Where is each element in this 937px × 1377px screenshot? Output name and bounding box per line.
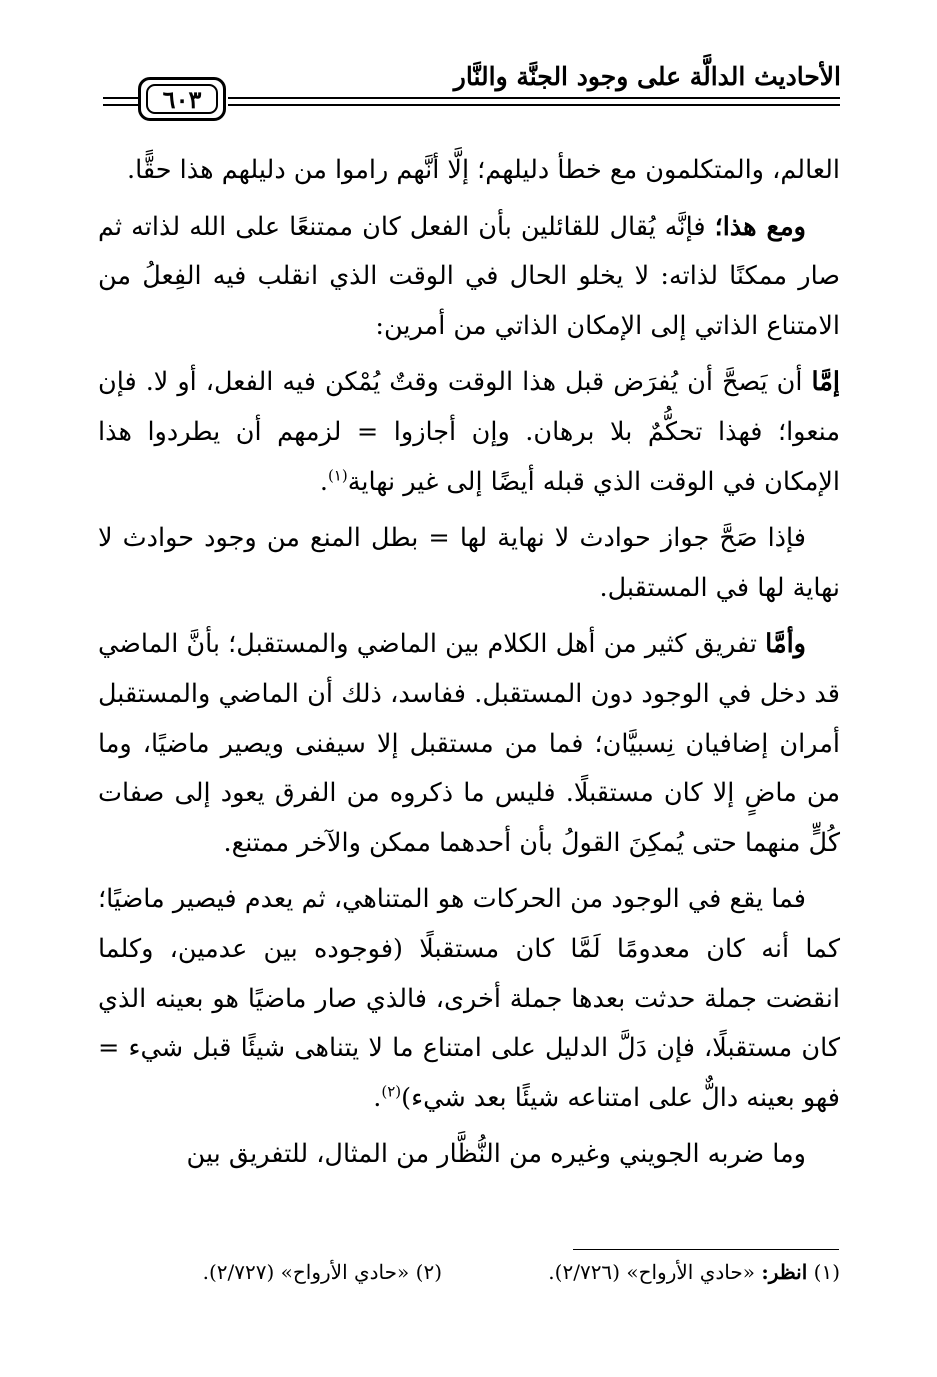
footnote-number: (٢) <box>415 1260 442 1284</box>
paragraph-text: وما ضربه الجويني وغيره من النُّظَّار من المثال، للتفريق بين <box>186 1139 806 1170</box>
footnote-ref[interactable]: (٢) <box>381 1082 402 1101</box>
paragraph-text: فإذا صَحَّ جواز حوادث لا نهاية لها = بطل المنع من وجود حوادث لا نهاية لها في المستقبل. <box>98 523 840 603</box>
main-text <box>98 146 840 1187</box>
header-rule <box>228 97 840 99</box>
paragraph <box>98 203 840 352</box>
footnotes <box>168 1260 840 1292</box>
paragraph-text: فإنَّه يُقال للقائلين بأن الفعل كان ممتنعًا على الله لذاته ثم صار ممكنًا لذاته: لا يخلو الحال في الوقت الذي انقلب فيه الفِعلُ من الامتناع الذاتي إلى الإمكان الذاتي من أمرين: <box>98 211 840 341</box>
footnote-separator <box>573 1249 839 1250</box>
footnote-ref[interactable]: (١) <box>327 466 348 485</box>
paragraph-lead: ومع هذا؛ <box>714 211 806 242</box>
footnote-number: (١) <box>813 1260 840 1284</box>
paragraph <box>98 1130 840 1180</box>
page-number-frame <box>138 77 226 121</box>
paragraph <box>98 358 840 507</box>
footnote-text: «حادي الأرواح» (٢/٧٢٦). <box>548 1260 762 1284</box>
header-side-rule <box>103 97 139 99</box>
paragraph <box>98 146 840 196</box>
footnote-text: «حادي الأرواح» (٢/٧٢٧). <box>202 1260 416 1284</box>
footnote-lead: انظر: <box>761 1260 808 1284</box>
footnote-2 <box>203 1260 442 1284</box>
header-rule <box>228 104 840 106</box>
paragraph-tail: . <box>373 1082 382 1113</box>
page-number: ٦٠٣ <box>146 84 218 114</box>
paragraph <box>98 875 840 1123</box>
paragraph-text: العالم، والمتكلمون مع خطأ دليلهم؛ إلَّا أنَّهم راموا من دليلهم هذا حقًّا. <box>127 155 840 185</box>
paragraph-tail: . <box>319 466 328 497</box>
paragraph-text: أن يَصحَّ أن يُفرَض قبل هذا الوقت وقتٌ يُمْكن فيه الفعل، أو لا. فإن منعوا؛ فهذا تحكُّمٌ بلا برهان. وإن أجازوا = لزمهم أن يطردوا هذا الإمكان في الوقت الذي قبله أيضًا إلى غير نهاية <box>98 367 840 497</box>
paragraph-text: تفريق كثير من أهل الكلام بين الماضي والمستقبل؛ بأنَّ الماضي قد دخل في الوجود دون المستقبل. ففاسد، ذلك أن الماضي والمستقبل أمران إضافيان نِسبيَّان؛ فما من مستقبل إلا سيفنى ويصير ماضيًا، وما من ماضٍ إلا كان مستقبلًا. فليس ما ذكروه من الفرق يعود إلى صفات كُلٍّ منهما حتى يُمكِنَ القولُ بأن أحدهما ممكن والآخر ممتنع. <box>98 629 840 858</box>
running-title: الأحاديث الدالَّة على وجود الجنَّة والنَّار <box>453 62 841 91</box>
paragraph <box>98 514 840 613</box>
paragraph-lead: وأمَّا <box>765 629 806 660</box>
footnote-1 <box>548 1260 840 1284</box>
paragraph-lead: إمَّا <box>811 367 840 398</box>
header-side-rule <box>103 104 139 106</box>
paragraph <box>98 620 840 868</box>
paragraph-text: فما يقع في الوجود من الحركات هو المتناهي، ثم يعدم فيصير ماضيًا؛ كما أنه كان معدومًا لَمَّا كان مستقبلًا (فوجوده بين عدمين، وكلما انقضت جملة حدثت بعدها جملة أخرى، فالذي صار ماضيًا هو بعينه الذي كان مستقبلًا، فإن دَلَّ الدليل على امتناع ما لا يتناهى شيئًا قبل شيء = فهو بعينه دالٌّ على امتناعه شيئًا بعد شيء) <box>98 884 840 1113</box>
